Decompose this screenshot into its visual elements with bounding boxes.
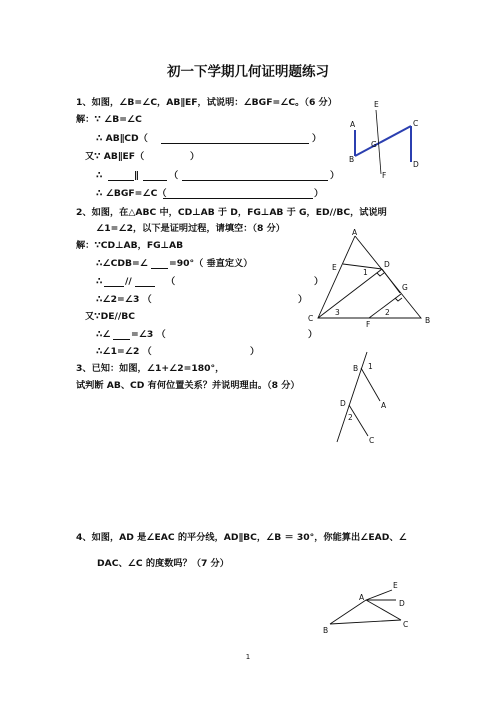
q3-label-c: C (369, 436, 375, 445)
q2-label-a: A (352, 228, 358, 237)
q1-line2: ∴ AB∥CD（ (96, 133, 148, 144)
q4-segment-ac (366, 600, 401, 620)
q1-label-c: C (413, 119, 419, 128)
q3-label-a: A (381, 401, 387, 410)
q3-label-d: D (340, 399, 346, 408)
q2-line3-therefore: ∴ (96, 276, 103, 287)
q1-label-b: B (349, 155, 355, 164)
q2-label-f: F (366, 320, 371, 329)
q2-blank-line3b[interactable] (135, 286, 155, 287)
q2-label-d: D (384, 260, 390, 269)
q2-line5: 又∵DE//BC (85, 311, 135, 322)
q4-segment-ba (330, 600, 366, 624)
q1-label-e: E (374, 100, 379, 109)
q2-line2b: =90°（ 垂直定义） (169, 258, 253, 269)
q2-blank-line3a[interactable] (104, 286, 124, 287)
q1-label-a: A (350, 120, 356, 129)
q2-line4-end: ） (298, 294, 308, 305)
q2-line6b: =∠3 （ (131, 329, 166, 340)
q1-figure-lines (355, 126, 411, 162)
q2-right-angle-d (377, 273, 384, 276)
q1-line4-paren: （ (169, 170, 179, 181)
q2-blank-line2[interactable] (151, 268, 168, 269)
q2-line2a: ∴∠CDB=∠ (96, 258, 148, 269)
q1-blank-line4a[interactable] (108, 180, 134, 181)
q2-stem-line2: ∠1=∠2，以下是证明过程，请填空：（8 分） (96, 223, 285, 234)
q1-label-f: F (382, 171, 387, 180)
q1-line5: ∴ ∠BGF=∠C（ (96, 188, 167, 199)
q4-ray-ae (366, 590, 392, 600)
q1-blank-line2[interactable] (161, 143, 309, 144)
q4-label-e: E (393, 581, 398, 590)
q2-line6a: ∴∠ (96, 329, 111, 340)
q2-segment-cd (318, 269, 382, 318)
q2-angle-2: 2 (385, 308, 390, 317)
q1-label-g: G (371, 140, 377, 149)
q2-line6-end: ） (308, 329, 318, 340)
q1-blank-line4b[interactable] (143, 180, 167, 181)
q2-line1: 解：∵CD⊥AB，FG⊥AB (76, 240, 184, 251)
q4-stem-line2: DAC、∠C 的度数吗？（7 分） (97, 558, 229, 569)
q2-segment-dg (382, 269, 400, 293)
q1-figure (345, 98, 425, 188)
q2-line7-end: ） (250, 346, 260, 357)
q1-blank-line4c[interactable] (182, 180, 328, 181)
q1-line4-parallel: ∥ (134, 170, 139, 181)
q1-label-d: D (413, 160, 419, 169)
page-number: 1 (245, 653, 251, 661)
q4-label-a: A (359, 593, 365, 602)
q2-label-c: C (308, 314, 314, 323)
q3-stem-line2: 试判断 AB、CD 有何位置关系？并说明理由。（8 分） (76, 380, 300, 391)
q2-right-angle-g (395, 298, 402, 301)
q2-line4: ∴∠2=∠3 （ (96, 294, 152, 305)
q2-blank-line6[interactable] (113, 339, 130, 340)
q1-line2-end: ） (312, 133, 322, 144)
q4-figure (318, 578, 418, 638)
q4-stem-line1: 4、如图，AD 是∠EAC 的平分线，AD∥BC，∠B ＝ 30°，你能算出∠EAD、∠ (76, 532, 407, 543)
q2-line7: ∴∠1=∠2 （ (96, 346, 152, 357)
q2-label-g: G (402, 283, 408, 292)
q1-blank-line5[interactable] (163, 198, 313, 199)
q1-line3: 又∵ AB∥EF（ (85, 151, 145, 162)
q2-stem-line1: 2、如图，在△ABC 中，CD⊥AB 于 D，FG⊥AB 于 G，ED//BC，试说明 (76, 207, 387, 218)
q2-label-e: E (332, 263, 337, 272)
q2-line3-paren: （ (166, 276, 176, 287)
q1-line4-therefore: ∴ (96, 170, 103, 181)
q2-line3-parallel: // (125, 276, 132, 287)
q1-line5-end: ） (314, 188, 324, 199)
q3-label-b: B (353, 364, 359, 373)
q1-stem: 1、如图，∠B=∠C，AB∥EF，试说明：∠BGF=∠C。（6 分） (76, 97, 337, 108)
q3-stem-line1: 3、已知：如图，∠1+∠2=180°， (76, 363, 225, 374)
q4-segment-bc (330, 620, 401, 624)
q3-transversal (337, 352, 367, 442)
q2-figure (303, 226, 438, 330)
q1-line4-end: ） (330, 170, 340, 181)
q1-line1: 解：∵ ∠B=∠C (76, 114, 142, 125)
q3-figure (330, 346, 400, 450)
q4-label-b: B (323, 626, 329, 635)
q3-angle-2: 2 (348, 413, 353, 422)
q4-label-c: C (403, 620, 409, 629)
q2-line3-end: ） (314, 276, 324, 287)
q3-angle-1: 1 (368, 362, 373, 371)
q1-line3-end: ） (190, 151, 200, 162)
q3-ray-ba (361, 368, 380, 401)
q4-label-d: D (399, 599, 405, 608)
page-title: 初一下学期几何证明题练习 (167, 64, 329, 80)
q2-angle-1: 1 (363, 268, 368, 277)
q2-label-b: B (425, 316, 431, 325)
q2-angle-3: 3 (335, 308, 340, 317)
